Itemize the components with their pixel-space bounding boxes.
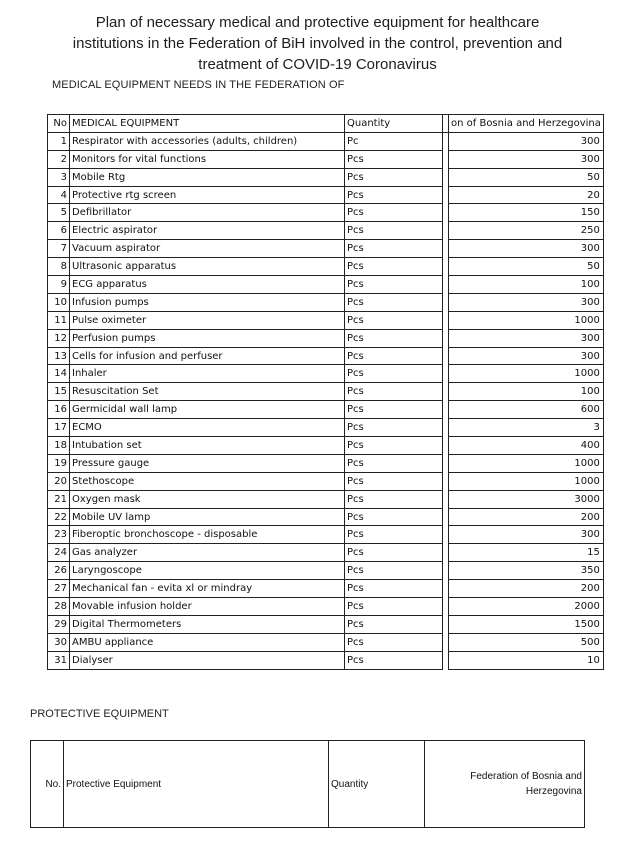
equipment-name: AMBU appliance [70, 633, 345, 651]
quantity-unit: Pcs [345, 544, 443, 562]
equipment-name: Pressure gauge [70, 454, 345, 472]
medical-equipment-table [47, 114, 604, 670]
row-number: 16 [48, 401, 70, 419]
equipment-name: Protective rtg screen [70, 186, 345, 204]
quantity-unit: Pcs [345, 437, 443, 455]
table-row [48, 615, 604, 633]
quantity-unit: Pc [345, 132, 443, 150]
federation-quantity: 300 [449, 526, 604, 544]
quantity-unit: Pcs [345, 311, 443, 329]
equipment-name: Oxygen mask [70, 490, 345, 508]
row-number: 27 [48, 580, 70, 598]
equipment-name: Infusion pumps [70, 293, 345, 311]
quantity-unit: Pcs [345, 222, 443, 240]
federation-quantity: 2000 [449, 598, 604, 616]
federation-quantity: 300 [449, 347, 604, 365]
table-row [48, 311, 604, 329]
equipment-name: Movable infusion holder [70, 598, 345, 616]
federation-quantity: 600 [449, 401, 604, 419]
federation-quantity: 3000 [449, 490, 604, 508]
row-number: 9 [48, 276, 70, 294]
table-row [48, 651, 604, 669]
protective-header-federation [425, 741, 585, 828]
medical-table-body [48, 132, 604, 669]
table-row [48, 329, 604, 347]
quantity-unit: Pcs [345, 401, 443, 419]
quantity-unit: Pcs [345, 562, 443, 580]
row-number: 6 [48, 222, 70, 240]
header-medical-equipment: MEDICAL EQUIPMENT [70, 115, 345, 133]
equipment-name: Stethoscope [70, 472, 345, 490]
protective-header-equipment: Protective Equipment [64, 741, 329, 828]
quantity-unit: Pcs [345, 258, 443, 276]
federation-quantity: 20 [449, 186, 604, 204]
table-row [48, 633, 604, 651]
equipment-name: Monitors for vital functions [70, 150, 345, 168]
equipment-name: Laryngoscope [70, 562, 345, 580]
federation-quantity: 10 [449, 651, 604, 669]
table-row [48, 544, 604, 562]
equipment-name: Intubation set [70, 437, 345, 455]
table-row [48, 365, 604, 383]
federation-quantity: 300 [449, 293, 604, 311]
quantity-unit: Pcs [345, 615, 443, 633]
federation-quantity: 100 [449, 383, 604, 401]
table-row [48, 526, 604, 544]
protective-header-no: No. [31, 741, 64, 828]
row-number: 8 [48, 258, 70, 276]
quantity-unit: Pcs [345, 490, 443, 508]
table-row [48, 383, 604, 401]
title-line-2: institutions in the Federation of BiH involved in the control, prevention and [72, 35, 563, 52]
header-federation: on of Bosnia and Herzegovina [449, 115, 604, 133]
table-row [48, 186, 604, 204]
equipment-name: Mobile Rtg [70, 168, 345, 186]
row-number: 19 [48, 454, 70, 472]
table-row [48, 562, 604, 580]
row-number: 31 [48, 651, 70, 669]
row-number: 29 [48, 615, 70, 633]
table-row [48, 419, 604, 437]
row-number: 15 [48, 383, 70, 401]
federation-quantity: 200 [449, 508, 604, 526]
table-row [48, 472, 604, 490]
quantity-unit: Pcs [345, 508, 443, 526]
federation-quantity: 1000 [449, 472, 604, 490]
row-number: 24 [48, 544, 70, 562]
row-number: 20 [48, 472, 70, 490]
protective-equipment-table [30, 740, 585, 828]
row-number: 17 [48, 419, 70, 437]
table-row [48, 598, 604, 616]
row-number: 5 [48, 204, 70, 222]
table-row [48, 150, 604, 168]
federation-quantity: 400 [449, 437, 604, 455]
row-number: 13 [48, 347, 70, 365]
protective-header-quantity: Quantity [329, 741, 425, 828]
quantity-unit: Pcs [345, 580, 443, 598]
federation-quantity: 1000 [449, 311, 604, 329]
quantity-unit: Pcs [345, 347, 443, 365]
equipment-name: ECMO [70, 419, 345, 437]
quantity-unit: Pcs [345, 472, 443, 490]
quantity-unit: Pcs [345, 419, 443, 437]
federation-quantity: 50 [449, 168, 604, 186]
row-number: 28 [48, 598, 70, 616]
quantity-unit: Pcs [345, 598, 443, 616]
equipment-name: Pulse oximeter [70, 311, 345, 329]
federation-quantity: 300 [449, 240, 604, 258]
quantity-unit: Pcs [345, 204, 443, 222]
quantity-unit: Pcs [345, 454, 443, 472]
quantity-unit: Pcs [345, 383, 443, 401]
equipment-name: Digital Thermometers [70, 615, 345, 633]
federation-quantity: 300 [449, 329, 604, 347]
quantity-unit: Pcs [345, 240, 443, 258]
federation-quantity: 150 [449, 204, 604, 222]
table-row [48, 240, 604, 258]
federation-quantity: 1000 [449, 454, 604, 472]
table-row [48, 508, 604, 526]
table-row [48, 132, 604, 150]
row-number: 22 [48, 508, 70, 526]
equipment-name: Mechanical fan - evita xl or mindray [70, 580, 345, 598]
federation-quantity: 250 [449, 222, 604, 240]
equipment-name: Germicidal wall lamp [70, 401, 345, 419]
equipment-name: Dialyser [70, 651, 345, 669]
table-row [48, 222, 604, 240]
table-row [48, 437, 604, 455]
federation-quantity: 200 [449, 580, 604, 598]
table-row [48, 276, 604, 294]
table-row [48, 168, 604, 186]
equipment-name: Ultrasonic apparatus [70, 258, 345, 276]
row-number: 7 [48, 240, 70, 258]
quantity-unit: Pcs [345, 365, 443, 383]
row-number: 4 [48, 186, 70, 204]
equipment-name: Fiberoptic bronchoscope - disposable [70, 526, 345, 544]
federation-quantity: 300 [449, 132, 604, 150]
protective-equipment-title: PROTECTIVE EQUIPMENT [30, 708, 169, 720]
equipment-name: Mobile UV lamp [70, 508, 345, 526]
protective-table-header-row [31, 741, 585, 828]
header-quantity: Quantity [345, 115, 443, 133]
header-no: No [48, 115, 70, 133]
equipment-name: ECG apparatus [70, 276, 345, 294]
table-row [48, 401, 604, 419]
federation-quantity: 50 [449, 258, 604, 276]
federation-quantity: 300 [449, 150, 604, 168]
equipment-name: Inhaler [70, 365, 345, 383]
table-row [48, 490, 604, 508]
table-row [48, 454, 604, 472]
medical-equipment-subheading: MEDICAL EQUIPMENT NEEDS IN THE FEDERATION OF [52, 79, 345, 91]
equipment-name: Gas analyzer [70, 544, 345, 562]
federation-quantity: 1000 [449, 365, 604, 383]
row-number: 30 [48, 633, 70, 651]
quantity-unit: Pcs [345, 651, 443, 669]
equipment-name: Electric aspirator [70, 222, 345, 240]
row-number: 21 [48, 490, 70, 508]
table-row [48, 580, 604, 598]
row-number: 26 [48, 562, 70, 580]
quantity-unit: Pcs [345, 168, 443, 186]
quantity-unit: Pcs [345, 329, 443, 347]
row-number: 12 [48, 329, 70, 347]
row-number: 10 [48, 293, 70, 311]
quantity-unit: Pcs [345, 276, 443, 294]
federation-quantity: 500 [449, 633, 604, 651]
medical-table-header-row [48, 115, 604, 133]
federation-quantity: 1500 [449, 615, 604, 633]
row-number: 11 [48, 311, 70, 329]
table-row [48, 293, 604, 311]
row-number: 1 [48, 132, 70, 150]
row-number: 2 [48, 150, 70, 168]
federation-quantity: 15 [449, 544, 604, 562]
row-number: 14 [48, 365, 70, 383]
equipment-name: Respirator with accessories (adults, children) [70, 132, 345, 150]
table-row [48, 347, 604, 365]
equipment-name: Perfusion pumps [70, 329, 345, 347]
row-number: 23 [48, 526, 70, 544]
equipment-name: Vacuum aspirator [70, 240, 345, 258]
table-row [48, 258, 604, 276]
title-line-1: Plan of necessary medical and protective equipment for healthcare [95, 14, 540, 31]
quantity-unit: Pcs [345, 526, 443, 544]
document-title [40, 12, 595, 75]
equipment-name: Defibrillator [70, 204, 345, 222]
title-line-3: treatment of COVID-19 Coronavirus [198, 56, 437, 73]
row-number: 3 [48, 168, 70, 186]
equipment-name: Resuscitation Set [70, 383, 345, 401]
protective-header-federation-line-2: Herzegovina [525, 786, 582, 797]
equipment-name: Cells for infusion and perfuser [70, 347, 345, 365]
table-row [48, 204, 604, 222]
federation-quantity: 100 [449, 276, 604, 294]
federation-quantity: 3 [449, 419, 604, 437]
row-number: 18 [48, 437, 70, 455]
quantity-unit: Pcs [345, 186, 443, 204]
federation-quantity: 350 [449, 562, 604, 580]
protective-header-federation-line-1: Federation of Bosnia and [470, 771, 582, 782]
quantity-unit: Pcs [345, 150, 443, 168]
quantity-unit: Pcs [345, 633, 443, 651]
quantity-unit: Pcs [345, 293, 443, 311]
